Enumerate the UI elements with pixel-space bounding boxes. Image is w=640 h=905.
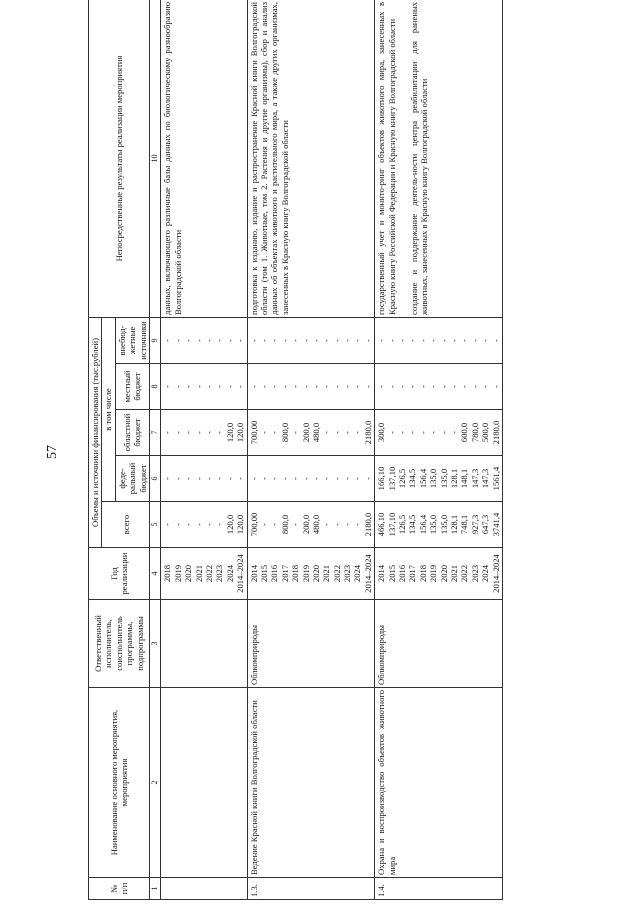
extrabudget-cell: - [172,339,183,342]
col-number: 1 [150,878,161,900]
year-cell: 2021 [193,564,204,583]
extrabudget-cells [375,317,503,363]
local-cell: - [438,385,449,388]
local-cell: - [235,385,246,388]
federal-cell: 147,3 [480,468,491,489]
header-incl: в том числе [102,317,115,501]
regional-cell: - [269,431,280,434]
federal-cell: - [342,477,353,480]
total-cell: 137,10 [386,512,397,537]
local-cell: - [321,385,332,388]
federal-cells [161,456,247,502]
federal-cell: - [204,477,214,480]
local-cell: - [428,385,439,388]
responsible-text: Облкомприроды [248,625,259,685]
federal-cell: - [300,477,311,480]
local-cell: - [204,385,214,388]
header-num: № п/п [89,878,150,900]
total-cells [161,502,247,548]
local-cell: - [362,385,373,388]
year-cell: 2023 [342,564,353,583]
regional-cell: - [428,431,439,434]
extrabudget-cell: - [362,339,373,342]
regional-cell: 500,0 [480,422,491,443]
regional-cells [375,410,503,456]
local-cell: - [490,385,501,388]
extrabudget-cells [161,317,247,363]
extrabudget-cell: - [490,339,501,342]
extrabudget-cell: - [224,339,235,342]
regional-cells [161,410,247,456]
federal-cell: - [162,477,173,480]
year-cell: 2017 [279,564,290,583]
header-local: местный бюджет [115,364,149,410]
total-cell: - [269,523,280,526]
regional-cell: - [331,431,342,434]
extrabudget-cells [247,317,375,363]
regional-cell: - [204,431,214,434]
regional-cell: - [407,431,418,434]
regional-cell: 300,0 [376,422,387,443]
federal-cell: 166,10 [376,466,387,491]
regional-cell: 2180,0 [362,420,373,445]
extrabudget-cell: - [469,339,480,342]
responsible [247,600,375,688]
result [375,0,503,317]
regional-cell: 700,00 [248,420,259,445]
federal-cell: - [269,477,280,480]
total-cell: 156,4 [417,514,428,535]
column-numbers-row [150,0,161,900]
regional-cell: - [193,431,204,434]
col-number: 6 [150,456,161,502]
extrabudget-cell: - [397,339,408,342]
activity-name [375,688,503,878]
local-cell: - [459,385,470,388]
local-cell: - [397,385,408,388]
header-volume: Объемы и источники финансирования (тыс.рублей) [89,317,102,547]
total-cell: - [342,523,353,526]
local-cell: - [279,385,290,388]
regional-cell: - [448,431,459,434]
total-cell: 135,0 [428,514,439,535]
federal-cell: - [193,477,204,480]
extrabudget-cell: - [428,339,439,342]
header-year: Год реализации [89,548,150,600]
extrabudget-cell: - [417,339,428,342]
row-number-text: 1.3. [248,884,259,897]
total-cell: 200,0 [300,514,311,535]
federal-cell: - [248,477,259,480]
total-cell: - [290,523,301,526]
local-cell: - [342,385,353,388]
local-cells [247,364,375,410]
regional-cell: 200,0 [300,422,311,443]
total-cell: - [321,523,332,526]
extrabudget-cell: - [438,339,449,342]
local-cell: - [352,385,363,388]
total-cell: 134,5 [407,514,418,535]
federal-cell: 126,5 [397,468,408,489]
extrabudget-cell: - [321,339,332,342]
extrabudget-cell: - [480,339,491,342]
total-cell: 128,1 [448,514,459,535]
rotated-table-container [88,0,613,900]
total-cell: 480,0 [310,514,321,535]
local-cell: - [480,385,491,388]
federal-cell: 156,4 [417,468,428,489]
extrabudget-cell: - [183,339,194,342]
local-cells [161,364,247,410]
federal-cell: 147,3 [469,468,480,489]
row-number [375,878,503,900]
row-number-text: 1.4. [376,884,387,897]
total-cell: 748,1 [459,514,470,535]
local-cell: - [407,385,418,388]
header-regional: областной бюджет [115,410,149,456]
total-cell: 700,00 [248,512,259,537]
col-number: 5 [150,502,161,548]
year-cell: 2018 [417,564,428,583]
local-cell: - [376,385,387,388]
regional-cell: 120,0 [224,422,235,443]
year-cell: 2014 [248,564,259,583]
federal-cell: - [321,477,332,480]
result-paragraph: создание и поддержание деятель-ности центра реабилитации для раненых животных, занесенных в Красную книгу Волгоградской области [409,1,430,315]
local-cell: - [469,385,480,388]
header-name: Наименование основного мероприятия, мероприятия [89,688,150,878]
page-number: 57 [45,445,60,459]
table-body [161,0,503,900]
year-cell: 2024 [224,564,235,583]
total-cell: 647,3 [480,514,491,535]
total-cell: 466,10 [376,512,387,537]
header-extrabudget: внебюд-жетные источники [115,317,149,363]
result [247,0,375,317]
regional-cell: - [438,431,449,434]
local-cell: - [417,385,428,388]
regional-cell: - [321,431,332,434]
total-cell: - [162,523,173,526]
year-cell: 2014–2024 [235,554,246,593]
total-cell: 126,5 [397,514,408,535]
year-cells [375,548,503,600]
federal-cell: 137,10 [386,466,397,491]
extrabudget-cell: - [279,339,290,342]
year-cell: 2024 [480,564,491,583]
year-cell: 2018 [162,564,173,583]
total-cell: - [331,523,342,526]
col-number: 9 [150,317,161,363]
year-cell: 2019 [428,564,439,583]
activity-name [161,688,247,878]
federal-cell: - [310,477,321,480]
federal-cell: - [172,477,183,480]
year-cell: 2014–2024 [490,554,501,593]
responsible [375,600,503,688]
regional-cell: 480,0 [310,422,321,443]
regional-cell: - [352,431,363,434]
regional-cell: - [290,431,301,434]
total-cell: - [214,523,225,526]
federal-cell: 1561,4 [490,466,501,491]
local-cell: - [214,385,225,388]
federal-cell: 128,1 [448,468,459,489]
responsible-text: Облкомприроды [376,625,387,685]
local-cell: - [448,385,459,388]
extrabudget-cell: - [407,339,418,342]
local-cell: - [172,385,183,388]
federal-cell: - [258,477,269,480]
row-number [247,878,375,900]
federal-cell: - [290,477,301,480]
federal-cell: - [224,477,235,480]
local-cell: - [300,385,311,388]
extrabudget-cell: - [342,339,353,342]
extrabudget-cell: - [193,339,204,342]
local-cell: - [183,385,194,388]
federal-cell: - [235,477,246,480]
local-cell: - [269,385,280,388]
extrabudget-cell: - [214,339,225,342]
regional-cell: - [162,431,173,434]
year-cell: 2020 [438,564,449,583]
year-cell: 2024 [352,564,363,583]
extrabudget-cell: - [352,339,363,342]
local-cell: - [290,385,301,388]
year-cell: 2022 [204,564,214,583]
activity-name-text: Ведение Красной книги Волгоградской области [248,700,259,875]
regional-cell: 2180,0 [490,420,501,445]
year-cell: 2021 [321,564,332,583]
year-cells [161,548,247,600]
federal-cell: 135,0 [428,468,439,489]
federal-cell: - [331,477,342,480]
result-paragraph: государственный учет и монито-ринг объектов животного мира, занесенных в Красную книгу Российской Федерации и Красную книгу Волгоградской области [376,1,397,315]
table-row [247,0,375,900]
federal-cell: 148,1 [459,468,470,489]
result [161,0,247,317]
extrabudget-cell: - [459,339,470,342]
col-number: 2 [150,688,161,878]
header-result: Непосредственные результаты реализации мероприятия [89,0,150,317]
year-cell: 2014–2024 [362,554,373,593]
total-cell: 135,0 [438,514,449,535]
federal-cell: - [214,477,225,480]
local-cell: - [310,385,321,388]
col-number: 3 [150,600,161,688]
federal-cells [247,456,375,502]
header-responsible: Ответственный исполнитель, соисполнитель программы, подпрограммы [89,600,150,688]
year-cells [247,548,375,600]
extrabudget-cell: - [269,339,280,342]
regional-cell: 780,0 [469,422,480,443]
regional-cell: - [386,431,397,434]
local-cell: - [248,385,259,388]
local-cell: - [162,385,173,388]
regional-cell: 800,0 [279,422,290,443]
extrabudget-cell: - [204,339,214,342]
extrabudget-cell: - [248,339,259,342]
federal-cell: 135,0 [438,468,449,489]
regional-cell: - [342,431,353,434]
extrabudget-cell: - [235,339,246,342]
total-cell: - [193,523,204,526]
result-paragraph: данных, включающего различные базы данных по биологическому разнообразию Волгоградской области [162,1,183,315]
year-cell: 2017 [407,564,418,583]
local-cell: - [193,385,204,388]
extrabudget-cell: - [162,339,173,342]
extrabudget-cell: - [376,339,387,342]
local-cell: - [386,385,397,388]
table-row [161,0,247,900]
year-cell: 2019 [172,564,183,583]
year-cell: 2014 [376,564,387,583]
regional-cell: - [417,431,428,434]
total-cell: 120,0 [224,514,235,535]
total-cell: - [204,523,214,526]
extrabudget-cell: - [331,339,342,342]
regional-cell: - [172,431,183,434]
year-cell: 2022 [459,564,470,583]
total-cell: 2180,0 [362,512,373,537]
extrabudget-cell: - [386,339,397,342]
federal-cell: - [183,477,194,480]
col-number: 7 [150,410,161,456]
total-cell: - [258,523,269,526]
total-cells [247,502,375,548]
total-cell: - [352,523,363,526]
year-cell: 2015 [258,564,269,583]
regional-cell: - [397,431,408,434]
result-paragraph: подготовка к изданию, издание и распространение Красной книги Волгоградской области (том 1. Животные, том 2. Растения и другие организмы), сбор и анализ данных об объектах животного и растительного мира, а также других организмах, занесенных в Красную книгу Волгоградской области [248,1,290,315]
extrabudget-cell: - [448,339,459,342]
year-cell: 2023 [214,564,225,583]
regional-cell: 600,0 [459,422,470,443]
local-cell: - [224,385,235,388]
federal-cell: - [362,477,373,480]
header-federal: феде-ральный бюджет [115,456,149,502]
year-cell: 2015 [386,564,397,583]
total-cell: 120,0 [235,514,246,535]
total-cell: 927,3 [469,514,480,535]
extrabudget-cell: - [300,339,311,342]
total-cells [375,502,503,548]
table-row [375,0,503,900]
regional-cell: - [214,431,225,434]
year-cell: 2023 [469,564,480,583]
federal-cell: - [352,477,363,480]
row-number [161,878,247,900]
header-total: всего [102,502,150,548]
year-cell: 2018 [290,564,301,583]
total-cell: 800,0 [279,514,290,535]
regional-cell: - [258,431,269,434]
total-cell: - [172,523,183,526]
federal-cell: - [279,477,290,480]
federal-cells [375,456,503,502]
extrabudget-cell: - [290,339,301,342]
federal-cell: 134,5 [407,468,418,489]
total-cell: - [183,523,194,526]
year-cell: 2022 [331,564,342,583]
local-cell: - [258,385,269,388]
activity-name-text: Охрана и воспроизводство объектов животного мира [376,690,397,875]
activity-name [247,688,375,878]
extrabudget-cell: - [258,339,269,342]
responsible [161,600,247,688]
col-number: 4 [150,548,161,600]
col-number: 8 [150,364,161,410]
program-table [88,0,503,900]
col-number: 10 [150,0,161,317]
year-cell: 2021 [448,564,459,583]
regional-cells [247,410,375,456]
year-cell: 2019 [300,564,311,583]
year-cell: 2020 [183,564,194,583]
year-cell: 2020 [310,564,321,583]
local-cells [375,364,503,410]
regional-cell: - [183,431,194,434]
year-cell: 2016 [269,564,280,583]
local-cell: - [331,385,342,388]
year-cell: 2016 [397,564,408,583]
total-cell: 3741,4 [490,512,501,537]
extrabudget-cell: - [310,339,321,342]
regional-cell: 120,0 [235,422,246,443]
